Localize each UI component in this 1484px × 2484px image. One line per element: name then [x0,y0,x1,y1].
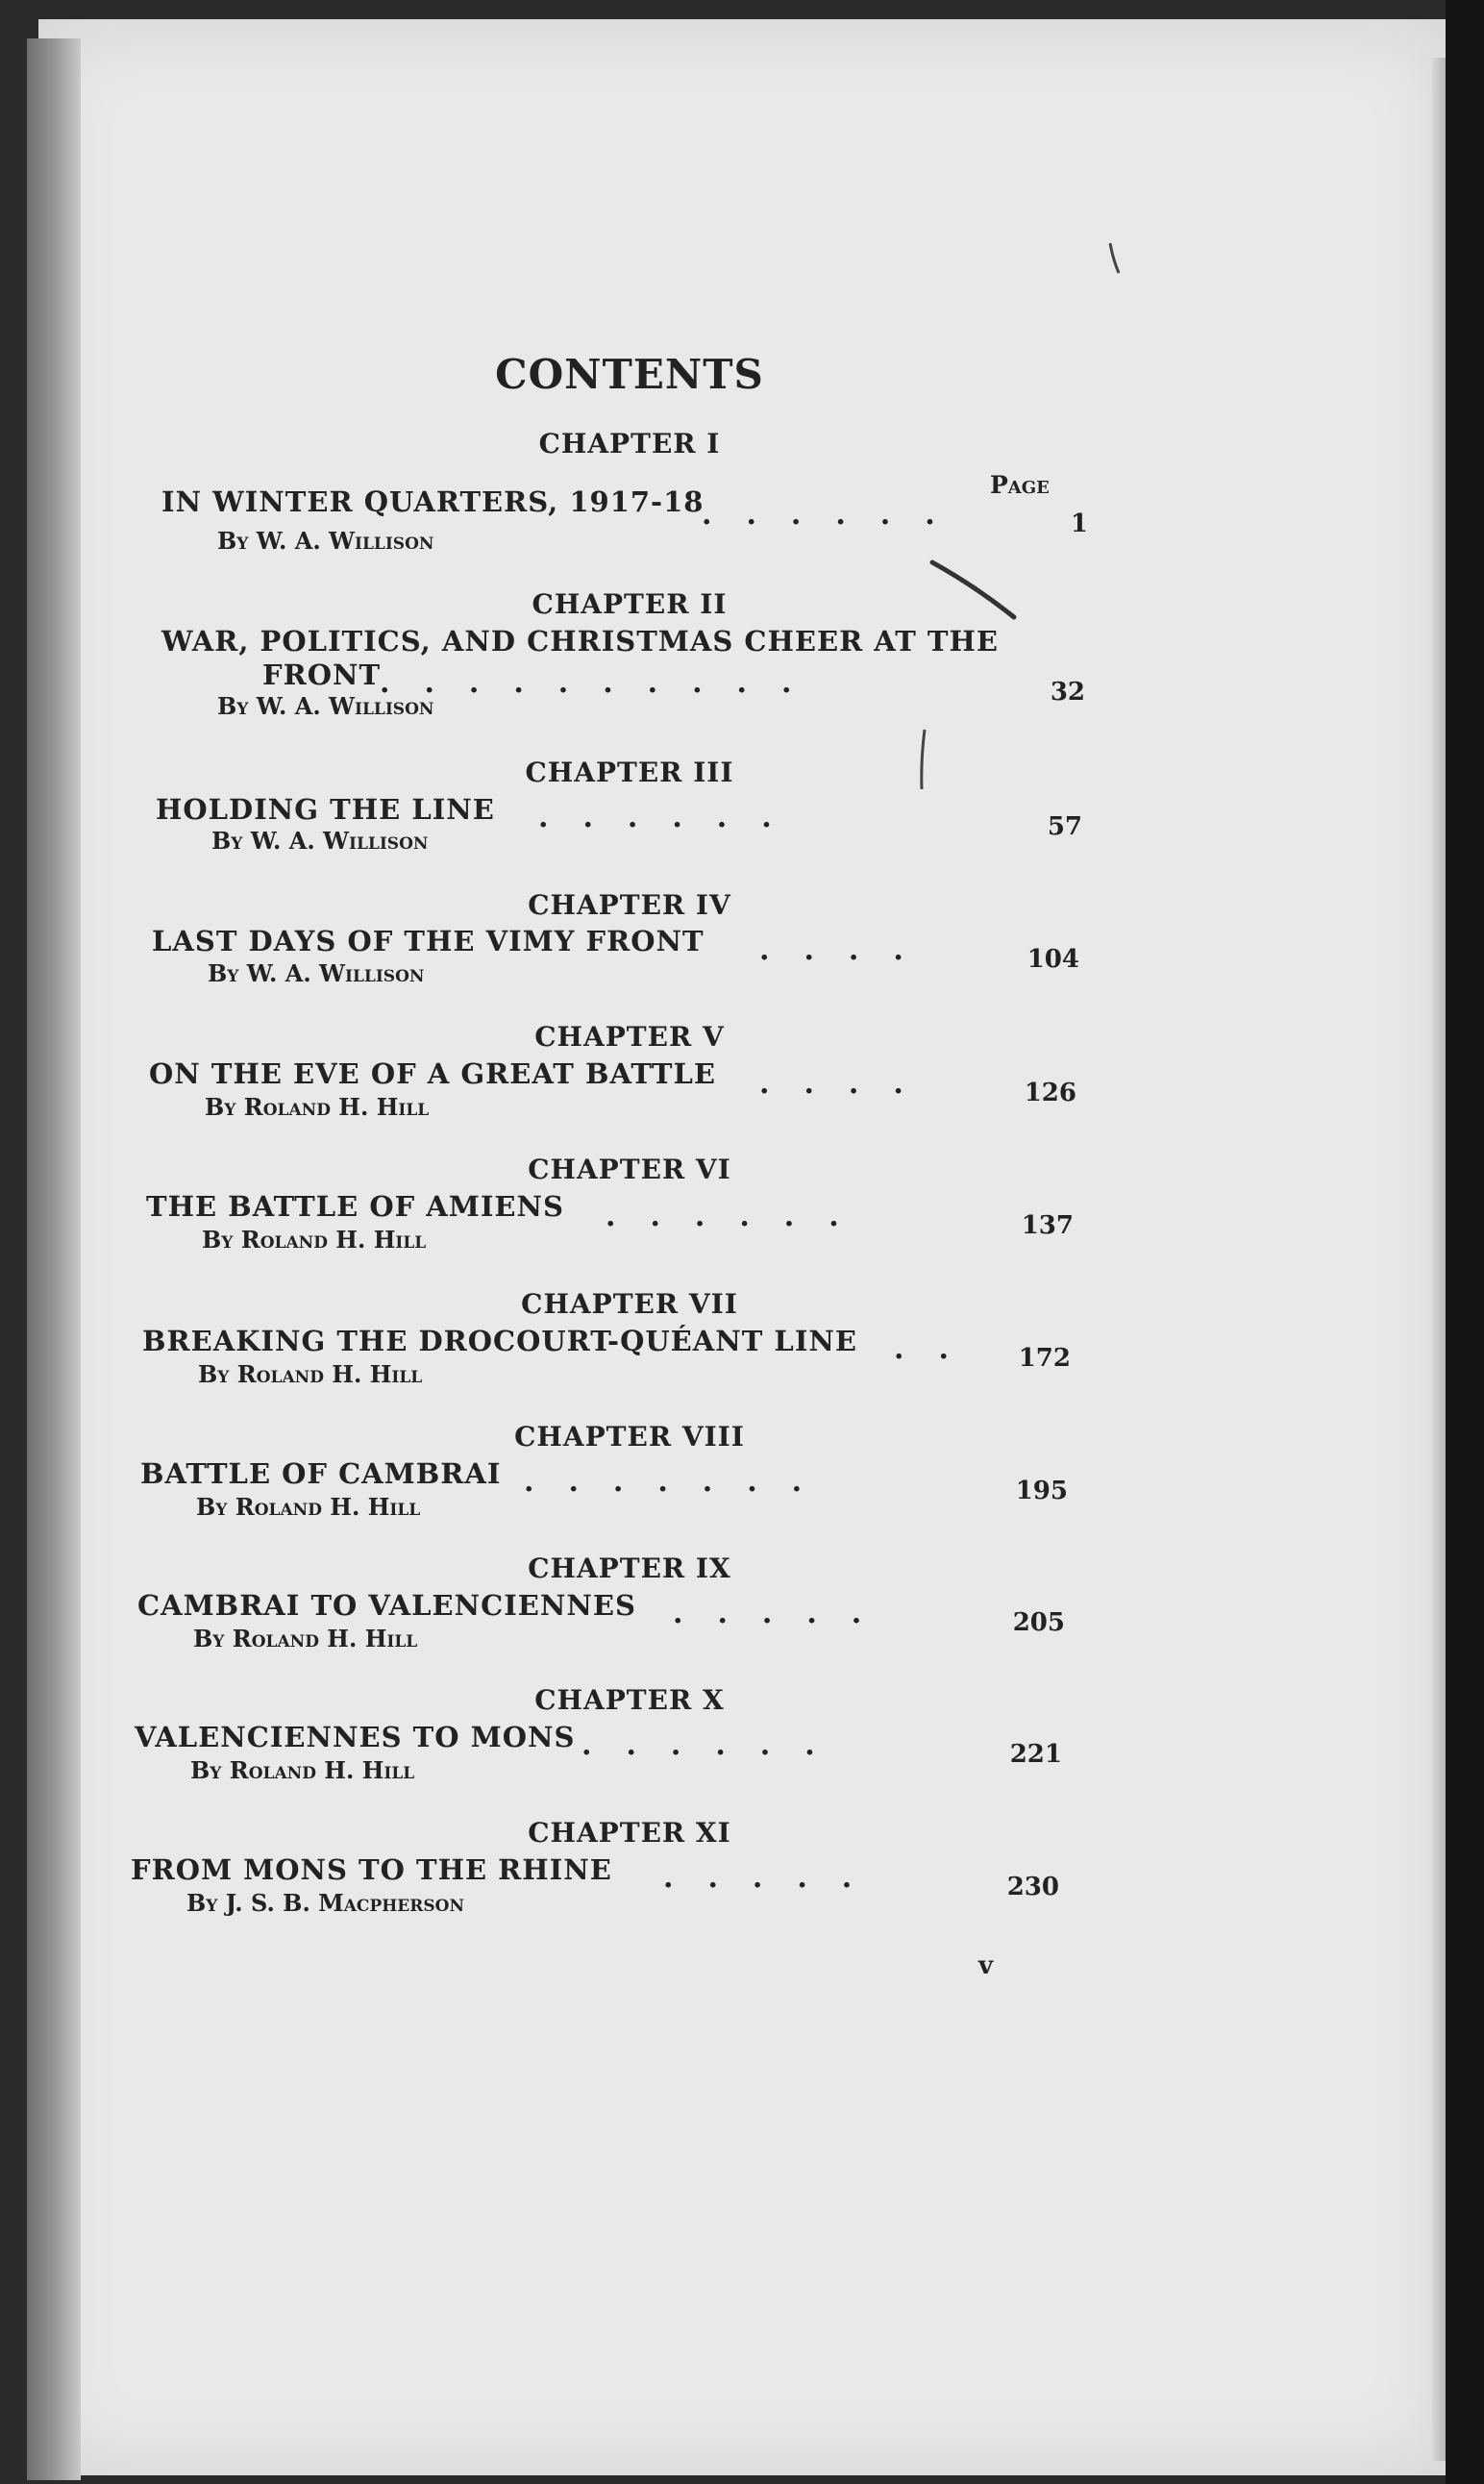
chapter-heading: CHAPTER IV [528,889,731,921]
chapter-title: IN WINTER QUARTERS, 1917-18 [161,485,705,518]
chapter-heading: CHAPTER III [525,757,734,788]
chapter-author: By Roland H. Hill [190,1756,415,1784]
chapter-title: BREAKING THE DROCOURT-QUÉANT LINE [142,1325,857,1357]
page-number: 126 [1024,1079,1076,1107]
leader-dots: .... [759,1067,938,1101]
leader-dots: ...... [581,1728,850,1762]
chapter-title: WAR, POLITICS, AND CHRISTMAS CHEER AT THE [161,625,999,658]
chapter-heading: CHAPTER I [538,428,721,460]
chapter-title: THE BATTLE OF AMIENS [146,1190,564,1223]
leader-dots: .... [759,933,938,967]
chapter-title: CAMBRAI TO VALENCIENNES [137,1589,636,1622]
chapter-author: By Roland H. Hill [196,1493,421,1521]
leader-dots: ..... [673,1597,897,1630]
leader-dots: ...... [606,1200,874,1233]
chapter-title: LAST DAYS OF THE VIMY FRONT [152,925,705,957]
page-number: 230 [1006,1873,1059,1901]
chapter-author: By W. A. Willison [217,692,434,720]
contents-title: CONTENTS [495,351,764,398]
chapter-author: By W. A. Willison [211,827,429,855]
pencil-mark-icon [1105,240,1125,279]
leader-dots: .......... [380,666,827,700]
page-number: 172 [1018,1344,1071,1373]
chapter-title: VALENCIENNES TO MONS [135,1721,576,1753]
chapter-author: By W. A. Willison [217,527,434,555]
chapter-author: By J. S. B. Macpherson [186,1889,465,1917]
chapter-author: By Roland H. Hill [202,1226,427,1254]
chapter-author: By Roland H. Hill [205,1093,430,1121]
leader-dots: ...... [538,801,806,834]
page-number: 57 [1047,812,1082,841]
leader-dots: ..... [663,1861,887,1895]
chapter-heading: CHAPTER VII [521,1288,738,1320]
chapter-title-continued: FRONT [262,658,382,691]
chapter-heading: CHAPTER XI [528,1817,731,1849]
chapter-title: FROM MONS TO THE RHINE [131,1853,612,1886]
book-spine-shadow [27,38,81,2480]
chapter-title: ON THE EVE OF A GREAT BATTLE [149,1057,717,1090]
chapter-heading: CHAPTER VIII [514,1421,745,1453]
page-number: 104 [1026,945,1079,974]
page-number: 205 [1012,1608,1065,1637]
chapter-title: BATTLE OF CAMBRAI [140,1457,502,1490]
folio-number: v [978,1951,994,1980]
page-number: 32 [1050,678,1085,707]
chapter-heading: CHAPTER II [532,588,728,620]
chapter-heading: CHAPTER VI [528,1154,731,1185]
page-number: 137 [1021,1211,1074,1240]
leader-dots: ....... [524,1465,837,1499]
chapter-author: By Roland H. Hill [193,1625,418,1652]
page-number: 195 [1015,1477,1068,1505]
page-column-label: Page [990,471,1050,499]
scan-border [1446,0,1484,2484]
page-number: 1 [1070,509,1088,538]
page-edge [1432,58,1446,2461]
chapter-heading: CHAPTER IX [528,1552,731,1584]
chapter-heading: CHAPTER X [534,1684,725,1716]
leader-dots: .. [894,1332,983,1366]
page-number: 221 [1009,1740,1062,1769]
leader-dots: ...... [702,498,970,532]
chapter-title: HOLDING THE LINE [156,793,495,826]
chapter-author: By Roland H. Hill [198,1360,423,1388]
chapter-author: By W. A. Willison [208,959,425,987]
chapter-heading: CHAPTER V [534,1021,725,1053]
